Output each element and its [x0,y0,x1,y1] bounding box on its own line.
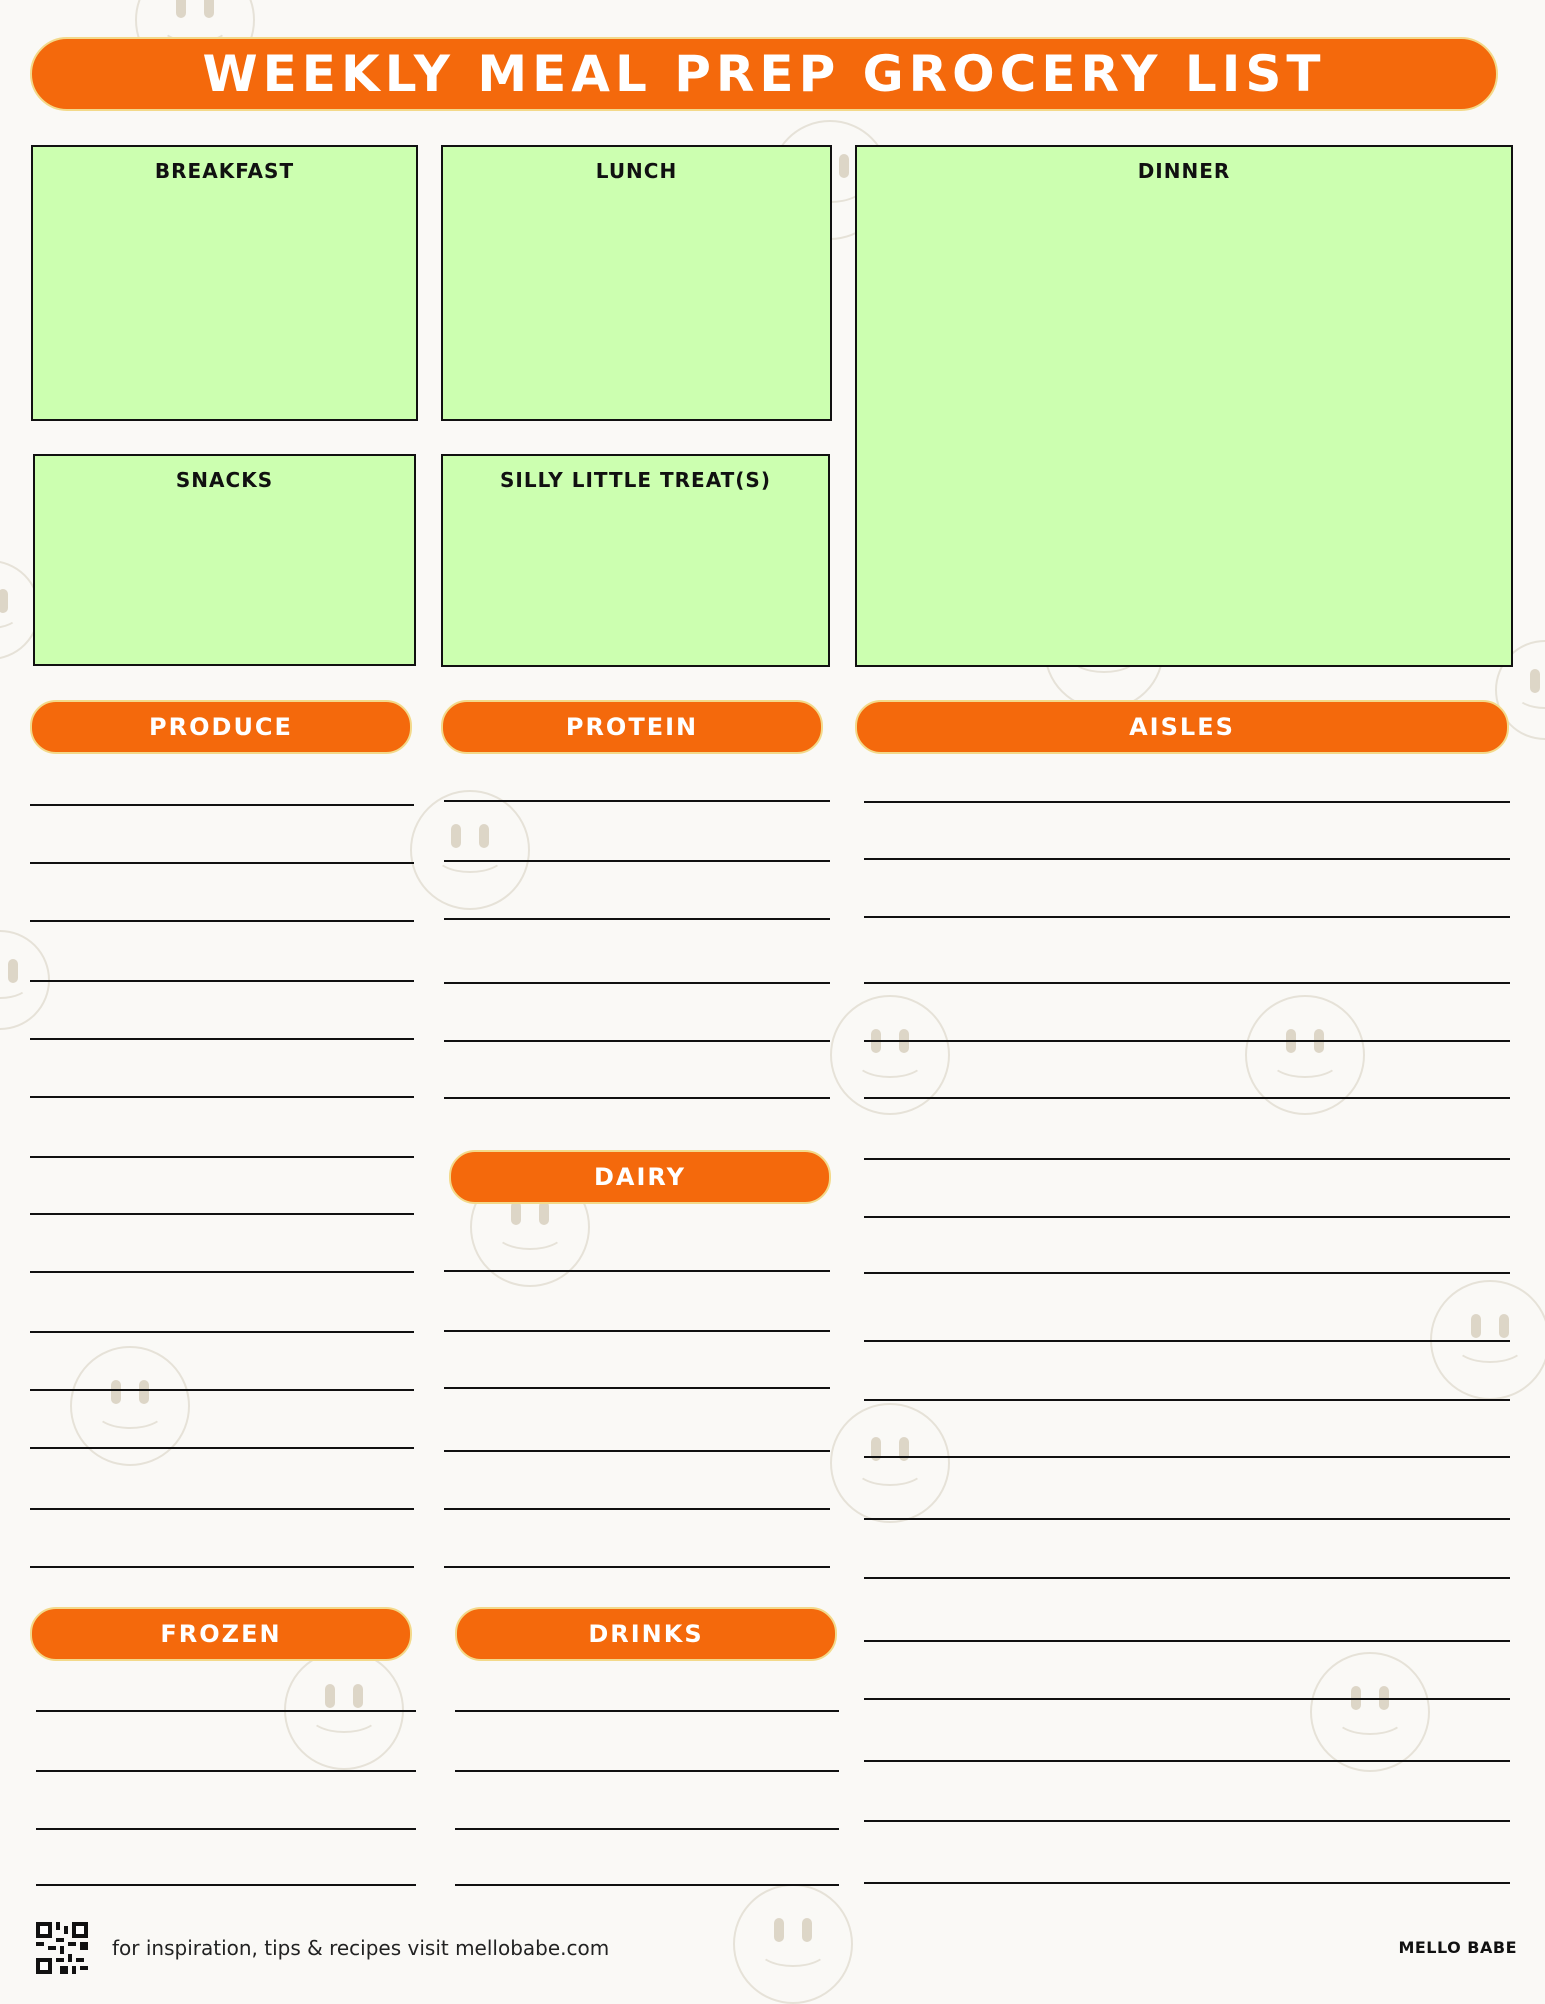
write-line[interactable] [444,1566,830,1568]
write-line[interactable] [30,1508,414,1510]
snacks-box[interactable] [33,454,416,666]
write-line[interactable] [30,1156,414,1158]
write-line[interactable] [444,860,830,862]
write-line[interactable] [864,1272,1510,1274]
write-line[interactable] [864,1640,1510,1642]
write-line[interactable] [36,1770,416,1772]
write-line[interactable] [30,1271,414,1273]
write-line[interactable] [444,1330,830,1332]
write-line[interactable] [864,1216,1510,1218]
write-line[interactable] [444,1450,830,1452]
write-line[interactable] [30,1566,414,1568]
write-line[interactable] [30,1213,414,1215]
lunch-box[interactable] [441,145,832,421]
write-line[interactable] [864,1158,1510,1160]
snacks-label: SNACKS [175,468,274,492]
write-line[interactable] [455,1770,839,1772]
smiley-face-icon [733,1884,853,2004]
write-line[interactable] [30,1447,414,1449]
lunch-label: LUNCH [595,159,678,183]
write-line[interactable] [444,982,830,984]
write-line[interactable] [864,1760,1510,1762]
treats-label: SILLY LITTLE TREAT(S) [500,468,771,492]
footer-text: for inspiration, tips & recipes visit mellobabe.com [112,1936,610,1960]
write-line[interactable] [444,1097,830,1099]
drinks-header: DRINKS [455,1607,837,1661]
write-line[interactable] [864,1097,1510,1099]
write-line[interactable] [864,1518,1510,1520]
breakfast-label: BREAKFAST [154,159,295,183]
write-line[interactable] [864,1340,1510,1342]
write-line[interactable] [864,1399,1510,1401]
write-line[interactable] [30,1331,414,1333]
produce-header: PRODUCE [30,700,412,754]
write-line[interactable] [864,801,1510,803]
write-line[interactable] [864,858,1510,860]
write-line[interactable] [444,1508,830,1510]
write-line[interactable] [444,1387,830,1389]
smiley-face-icon [1310,1652,1430,1772]
breakfast-box[interactable] [31,145,418,421]
protein-header: PROTEIN [441,700,823,754]
write-line[interactable] [30,1389,414,1391]
dinner-box[interactable] [855,145,1513,667]
write-line[interactable] [30,1038,414,1040]
write-line[interactable] [455,1828,839,1830]
write-line[interactable] [864,1820,1510,1822]
aisles-header: AISLES [855,700,1509,754]
write-line[interactable] [864,1456,1510,1458]
treats-box[interactable] [441,454,830,667]
write-line[interactable] [864,1577,1510,1579]
frozen-header: FROZEN [30,1607,412,1661]
write-line[interactable] [864,982,1510,984]
page-title: WEEKLY MEAL PREP GROCERY LIST [30,37,1498,111]
write-line[interactable] [30,920,414,922]
dairy-header: DAIRY [449,1150,831,1204]
write-line[interactable] [864,1882,1510,1884]
write-line[interactable] [864,1698,1510,1700]
smiley-face-icon [410,790,530,910]
write-line[interactable] [36,1710,416,1712]
write-line[interactable] [455,1884,839,1886]
write-line[interactable] [444,1040,830,1042]
write-line[interactable] [864,1040,1510,1042]
dinner-label: DINNER [1137,159,1231,183]
write-line[interactable] [444,1270,830,1272]
write-line[interactable] [864,916,1510,918]
write-line[interactable] [444,800,830,802]
write-line[interactable] [30,1096,414,1098]
write-line[interactable] [30,804,414,806]
write-line[interactable] [30,862,414,864]
write-line[interactable] [444,918,830,920]
qr-code-icon [36,1922,88,1974]
write-line[interactable] [36,1884,416,1886]
write-line[interactable] [36,1828,416,1830]
brand-name: MELLO BABE [1398,1938,1517,1957]
write-line[interactable] [30,980,414,982]
smiley-face-icon [830,1403,950,1523]
write-line[interactable] [455,1710,839,1712]
